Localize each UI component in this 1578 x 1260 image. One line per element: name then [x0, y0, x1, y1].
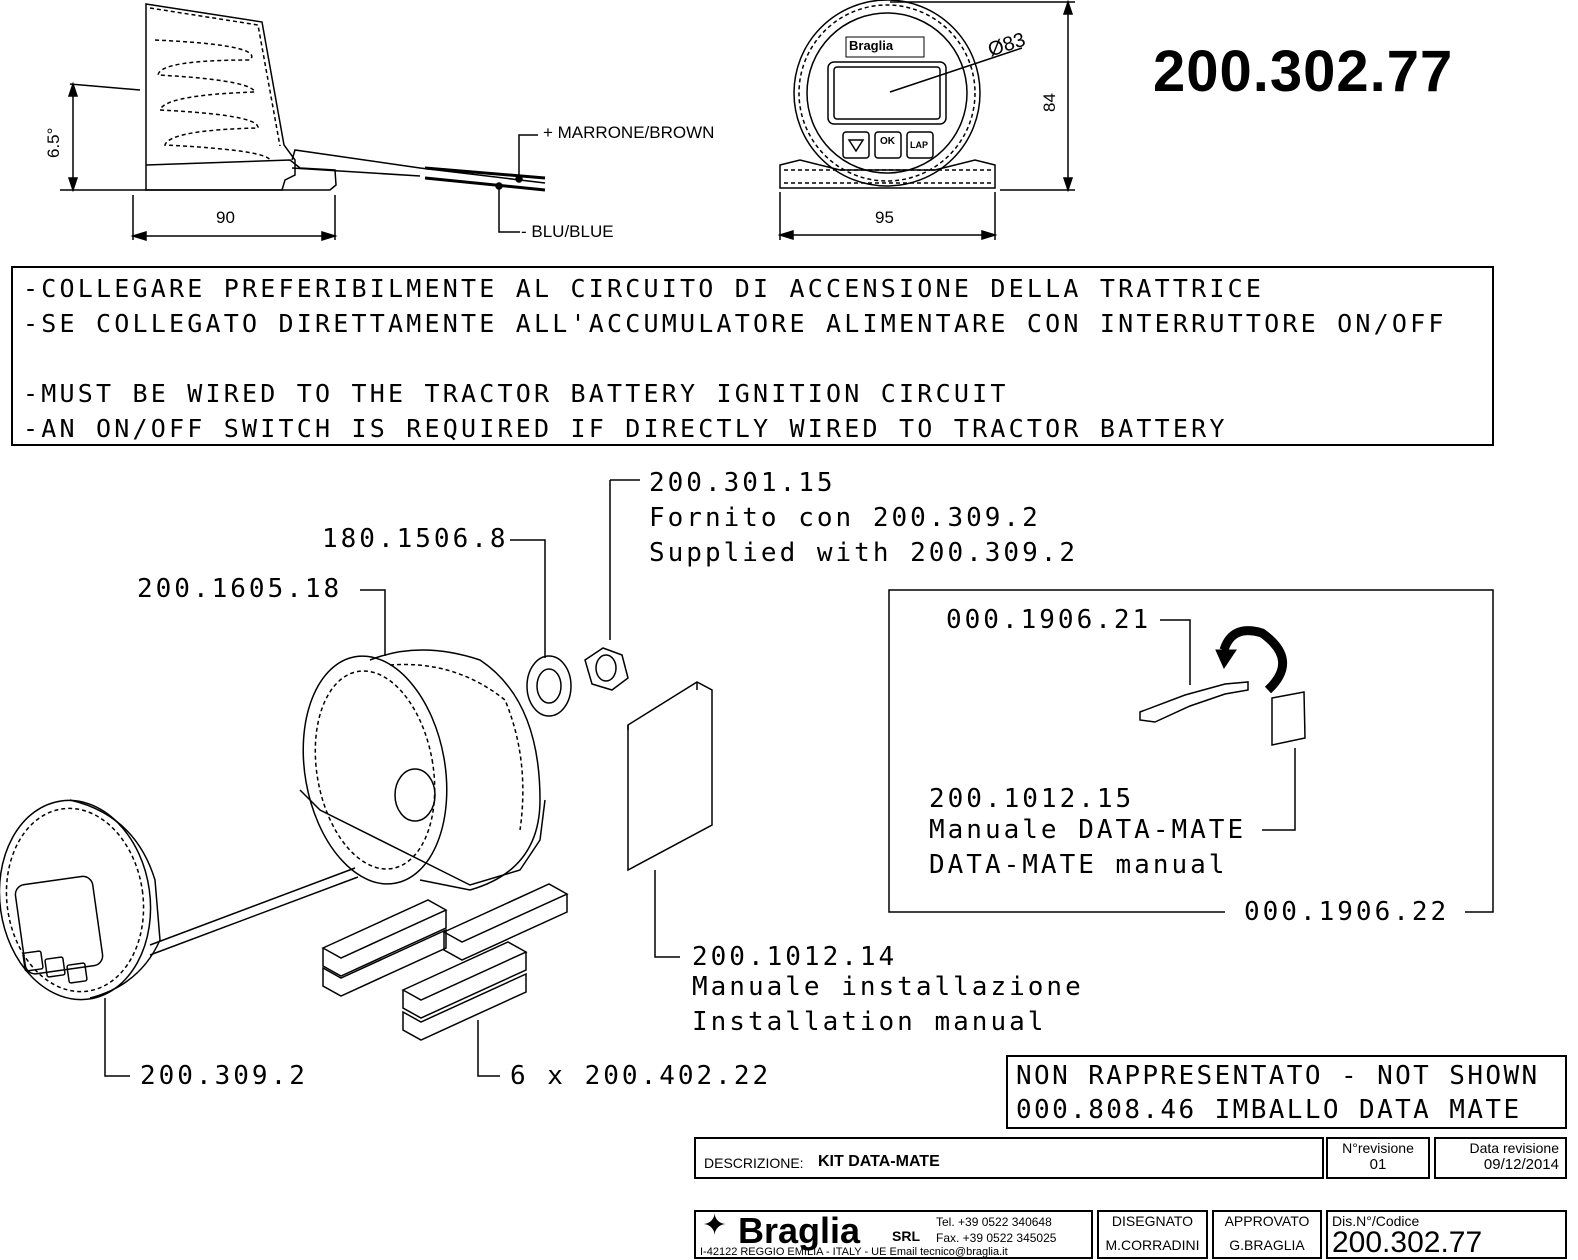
side-view	[60, 4, 545, 240]
part-label-200-1605-18: 200.1605.18	[137, 574, 343, 604]
company-address: I-42122 REGGIO EMILIA - ITALY - UE Email tecnico@braglia.it	[700, 1246, 1008, 1258]
description-value: KIT DATA-MATE	[818, 1153, 940, 1170]
company-fax: Fax. +39 0522 345025	[936, 1231, 1057, 1245]
drawn-by-value: M.CORRADINI	[1105, 1237, 1200, 1253]
part-note-supplied-it: Fornito con 200.309.2	[649, 503, 1041, 533]
note-line: -COLLEGARE PREFERIBILMENTE AL CIRCUITO DI ACCENSIONE DELLA TRATTRICE	[23, 274, 1265, 303]
approved-by-label: APPROVATO	[1224, 1213, 1310, 1229]
device-logo-text: Braglia	[849, 38, 894, 53]
part-label-200-309-2: 200.309.2	[140, 1061, 308, 1091]
front-height-dimension: 84	[1040, 93, 1059, 112]
drawn-by-label: DISEGNATO	[1111, 1213, 1194, 1229]
not-shown-item: 000.808.46 IMBALLO DATA MATE	[1016, 1095, 1522, 1125]
approved-by-cell	[1212, 1210, 1322, 1259]
wire-positive-label: + MARRONE/BROWN	[543, 123, 715, 142]
part-label-000-1906-22: 000.1906.22	[1244, 897, 1450, 927]
revision-date-value: 09/12/2014	[1483, 1156, 1559, 1173]
part-label-200-301-15: 200.301.15	[649, 468, 836, 498]
note-line: -MUST BE WIRED TO THE TRACTOR BATTERY IGNITION CIRCUIT	[23, 379, 1009, 408]
device-button-ok: OK	[880, 136, 895, 147]
front-view	[780, 0, 1075, 240]
note-line: -AN ON/OFF SWITCH IS REQUIRED IF DIRECTLY WIRED TO TRACTOR BATTERY	[23, 414, 1228, 443]
front-width-dimension: 95	[875, 208, 894, 227]
note-line: -SE COLLEGATO DIRETTAMENTE ALL'ACCUMULATORE ALIMENTARE CON INTERRUTTORE ON/OFF	[23, 309, 1447, 338]
part-note-supplied-en: Supplied with 200.309.2	[649, 538, 1079, 568]
note-line-gap	[23, 341, 1482, 376]
revision-value: 01	[1369, 1156, 1387, 1173]
part-label-000-1906-21: 000.1906.21	[946, 605, 1152, 635]
revision-cell	[1326, 1137, 1430, 1179]
drawing-code-value: 200.302.77	[1332, 1226, 1483, 1259]
part-note-manual-en: DATA-MATE manual	[929, 850, 1228, 880]
company-suffix: SRL	[892, 1228, 920, 1244]
description-label: DESCRIZIONE:	[704, 1155, 804, 1171]
drawing-code-label: Dis.N°/Codice	[1332, 1213, 1420, 1229]
title-description	[694, 1137, 1324, 1179]
part-note-installation-en: Installation manual	[692, 1007, 1047, 1037]
not-shown-title: NON RAPPRESENTATO - NOT SHOWN	[1016, 1061, 1540, 1091]
company-name: Braglia	[738, 1210, 861, 1251]
diameter-dimension: Ø83	[985, 28, 1029, 62]
part-note-manual-it: Manuale DATA-MATE	[929, 815, 1247, 845]
drawn-by-cell	[1097, 1210, 1208, 1259]
part-note-installation-it: Manuale installazione	[692, 972, 1084, 1002]
side-width-dimension: 90	[216, 208, 235, 227]
revision-date-label: Data revisione	[1469, 1140, 1559, 1156]
part-label-200-1012-15: 200.1012.15	[929, 784, 1135, 814]
part-label-200-1012-14: 200.1012.14	[692, 942, 898, 972]
part-label-200-402-22: 6 x 200.402.22	[510, 1061, 772, 1091]
not-shown-box	[1006, 1055, 1567, 1129]
wire-negative-label: - BLU/BLUE	[521, 222, 614, 241]
angle-dimension: 6.5°	[44, 127, 63, 158]
company-tel: Tel. +39 0522 340648	[936, 1215, 1052, 1229]
revision-date-cell	[1434, 1137, 1567, 1179]
revision-label: N°revisione	[1342, 1140, 1414, 1156]
drawing-code-cell	[1326, 1210, 1567, 1259]
company-cell	[694, 1210, 1093, 1259]
wiring-notes	[11, 266, 1494, 446]
part-label-180-1506-8: 180.1506.8	[322, 524, 509, 554]
device-button-lap: LAP	[910, 140, 928, 150]
company-logo-icon: ✦	[702, 1209, 728, 1242]
approved-by-value: G.BRAGLIA	[1229, 1237, 1305, 1253]
drawing-number: 200.302.77	[1153, 39, 1454, 104]
